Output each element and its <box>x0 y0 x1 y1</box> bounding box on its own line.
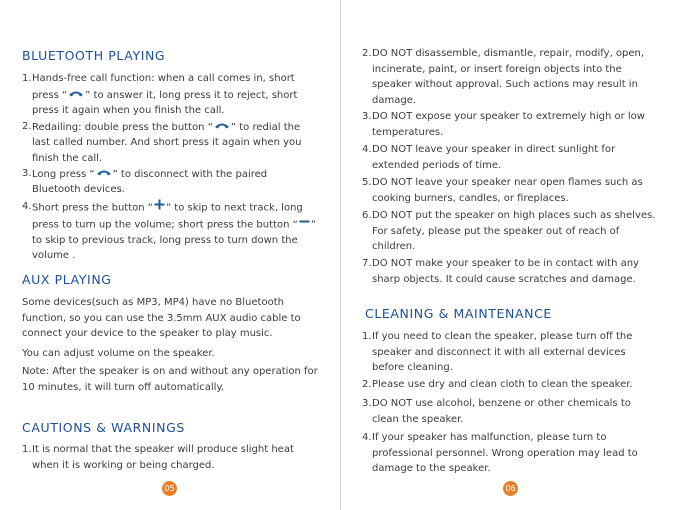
page-number-badge: 06 <box>503 481 518 496</box>
phone-icon <box>214 119 230 135</box>
aux-paragraph-1: Some devices(such as MP3, MP4) have no Bluetooth function, so you can use the 3.5mm AUX audio cable to connect your device to the speaker to play music. <box>22 297 301 339</box>
cautions-heading: CAUTIONS & WARNINGS <box>22 420 185 435</box>
cleaning-item-4: 4. If your speaker has malfunction, please turn to professional personnel. Wrong operation may lead to damage to the speaker. <box>362 432 638 474</box>
aux-paragraph-3: Note: After the speaker is on and without any operation for 10 minutes, it will turn off automatically. <box>22 366 318 393</box>
cleaning-heading: CLEANING & MAINTENANCE <box>365 306 552 321</box>
phone-icon <box>68 87 84 103</box>
page-number-badge: 05 <box>162 481 177 496</box>
bluetooth-item-1: 1. Hands-free call function: when a call comes in, short press “ ” to answer it, long press it to reject, short press it again when you finish the call. <box>22 73 298 116</box>
bluetooth-item-4: 4. Short press the button “ ” to skip to next track, long press to turn up the volume; short press the button “ ” to skip to previous track, long press to turn down the volume . <box>22 201 316 261</box>
minus-icon <box>299 216 310 233</box>
bluetooth-heading: BLUETOOTH PLAYING <box>22 48 166 63</box>
plus-icon <box>154 199 165 216</box>
cleaning-item-2: 2. Please use dry and clean cloth to clean the speaker. <box>362 379 633 390</box>
cleaning-item-1: 1. If you need to clean the speaker, please turn off the speaker and disconnect it with all external devices before cleaning. <box>362 331 633 373</box>
aux-heading: AUX PLAYING <box>22 272 112 287</box>
cleaning-item-3: 3. DO NOT use alcohol, benzene or other chemicals to clean the speaker. <box>362 398 631 425</box>
aux-paragraph-2: You can adjust volume on the speaker. <box>22 348 215 359</box>
cautions-item-2: 2. DO NOT disassemble, dismantle, repair, modify, open, incinerate, paint, or insert foreign objects into the speaker without approval. Such actions may result in damage. <box>362 48 645 106</box>
bluetooth-item-2: 2. Redailing: double press the button “ ” to redial the last called number. And short press it again when you finish the call. <box>22 121 302 164</box>
cautions-item-5: 5. DO NOT leave your speaker near open flames such as cooking burners, candles, or fireplaces. <box>362 177 643 204</box>
cautions-item-6: 6. DO NOT put the speaker on high places such as shelves. For safety, please put the speaker out of reach of children. <box>362 210 656 252</box>
cautions-item-7: 7. DO NOT make your speaker to be in contact with any sharp objects. It could cause scratches and damage. <box>362 258 639 285</box>
phone-icon <box>96 166 112 182</box>
bluetooth-item-3: 3. Long press “ ” to disconnect with the paired Bluetooth devices. <box>22 168 268 196</box>
cautions-item-3: 3. DO NOT expose your speaker to extremely high or low temperatures. <box>362 111 645 138</box>
cautions-item-4: 4. DO NOT leave your speaker in direct sunlight for extended periods of time. <box>362 144 616 171</box>
cautions-item-1: 1. It is normal that the speaker will produce slight heat when it is working or being charged. <box>22 444 294 471</box>
